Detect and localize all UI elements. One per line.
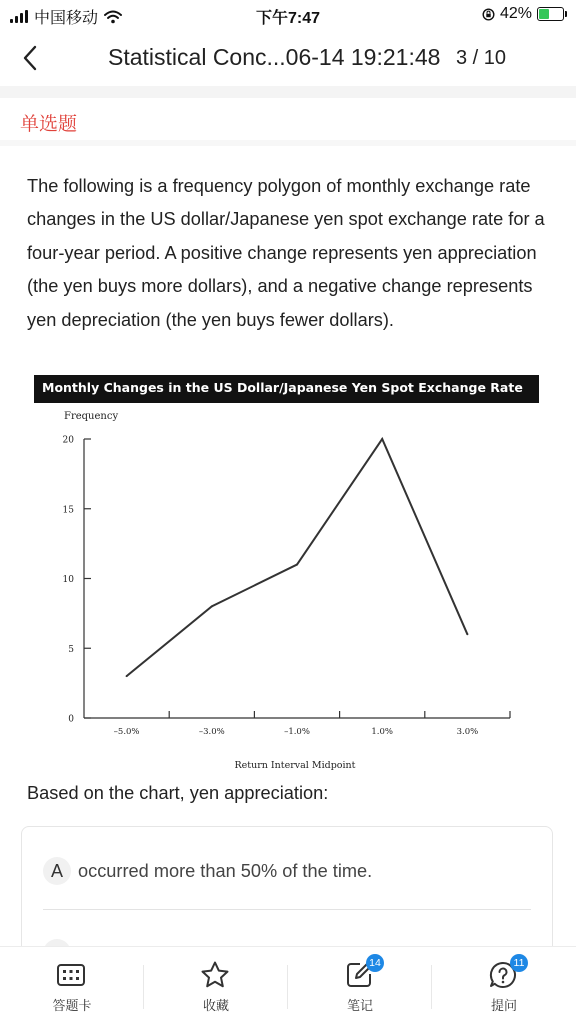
y-tick-label: 15: [62, 505, 74, 516]
chevron-left-icon: [22, 45, 38, 71]
chart-title: Monthly Changes in the US Dollar/Japanese Yen Spot Exchange Rate: [42, 380, 523, 395]
question-stem: Based on the chart, yen appreciation:: [27, 783, 329, 803]
toolbar-label: 笔记: [346, 998, 373, 1013]
toolbar-notes[interactable]: [288, 947, 432, 1024]
y-tick-label: 0: [68, 714, 74, 725]
toolbar-ask[interactable]: [432, 947, 576, 1024]
x-tick-label: 1.0%: [371, 727, 394, 737]
chart-image: [27, 370, 548, 778]
y-axis-label: Frequency: [64, 411, 119, 422]
bottom-toolbar: [0, 946, 576, 1024]
toolbar-favorite[interactable]: [144, 947, 288, 1024]
data-point: [211, 605, 213, 607]
toolbar-label: 答题卡: [52, 998, 92, 1013]
option-a[interactable]: [43, 857, 372, 885]
section-divider: [0, 86, 576, 98]
data-point: [381, 438, 383, 440]
notes-count-badge: 14: [366, 954, 384, 972]
answer-card-icon: [56, 960, 86, 990]
data-point: [126, 675, 128, 677]
option-letter: A: [43, 857, 71, 885]
page-title: Statistical Conc...06-14 19:21:48: [108, 44, 441, 70]
battery-level: [539, 9, 549, 19]
data-point: [296, 564, 298, 566]
status-time: 下午7:47: [255, 10, 321, 27]
y-tick-label: 20: [62, 435, 74, 446]
option-divider: [43, 909, 531, 910]
questions-count-badge: 11: [510, 954, 528, 972]
back-button[interactable]: [14, 42, 46, 74]
nav-bar: [0, 30, 576, 86]
frequency-line: [127, 439, 468, 676]
rotation-lock-icon: [482, 8, 495, 21]
battery-icon: [537, 7, 564, 21]
status-bar: [0, 0, 576, 30]
x-tick-label: –5.0%: [113, 727, 140, 737]
y-tick-label: 10: [62, 575, 74, 585]
toolbar-label: 提问: [490, 998, 517, 1013]
x-axis-label: Return Interval Midpoint: [234, 760, 356, 771]
toolbar-label: 收藏: [202, 998, 229, 1013]
x-tick-label: –3.0%: [198, 727, 225, 737]
question-body: The following is a frequency polygon of monthly exchange rate changes in the US dollar/Japanese yen spot exchange rate for a four-year period. A positive change represents yen appreciation (the yen buys more dollars), and a negative change represents yen depreciation (the yen buys fewer dollars).: [27, 176, 545, 330]
option-text: occurred more than 50% of the time.: [78, 860, 373, 881]
question-type-label: 单选题: [20, 114, 78, 135]
battery-percent: 42%: [499, 5, 532, 22]
question-counter: 3 / 10: [456, 47, 507, 69]
carrier-label: 中国移动: [34, 10, 99, 27]
frequency-polygon-chart: [27, 370, 548, 778]
x-tick-label: 3.0%: [456, 727, 479, 737]
star-icon: [200, 960, 230, 990]
status-right: [482, 5, 564, 23]
y-tick-label: 5: [68, 644, 74, 655]
options-card: [21, 826, 553, 966]
data-point: [466, 633, 468, 635]
x-tick-label: –1.0%: [284, 727, 310, 737]
toolbar-answer-card[interactable]: [0, 947, 144, 1024]
section-divider: [0, 140, 576, 146]
